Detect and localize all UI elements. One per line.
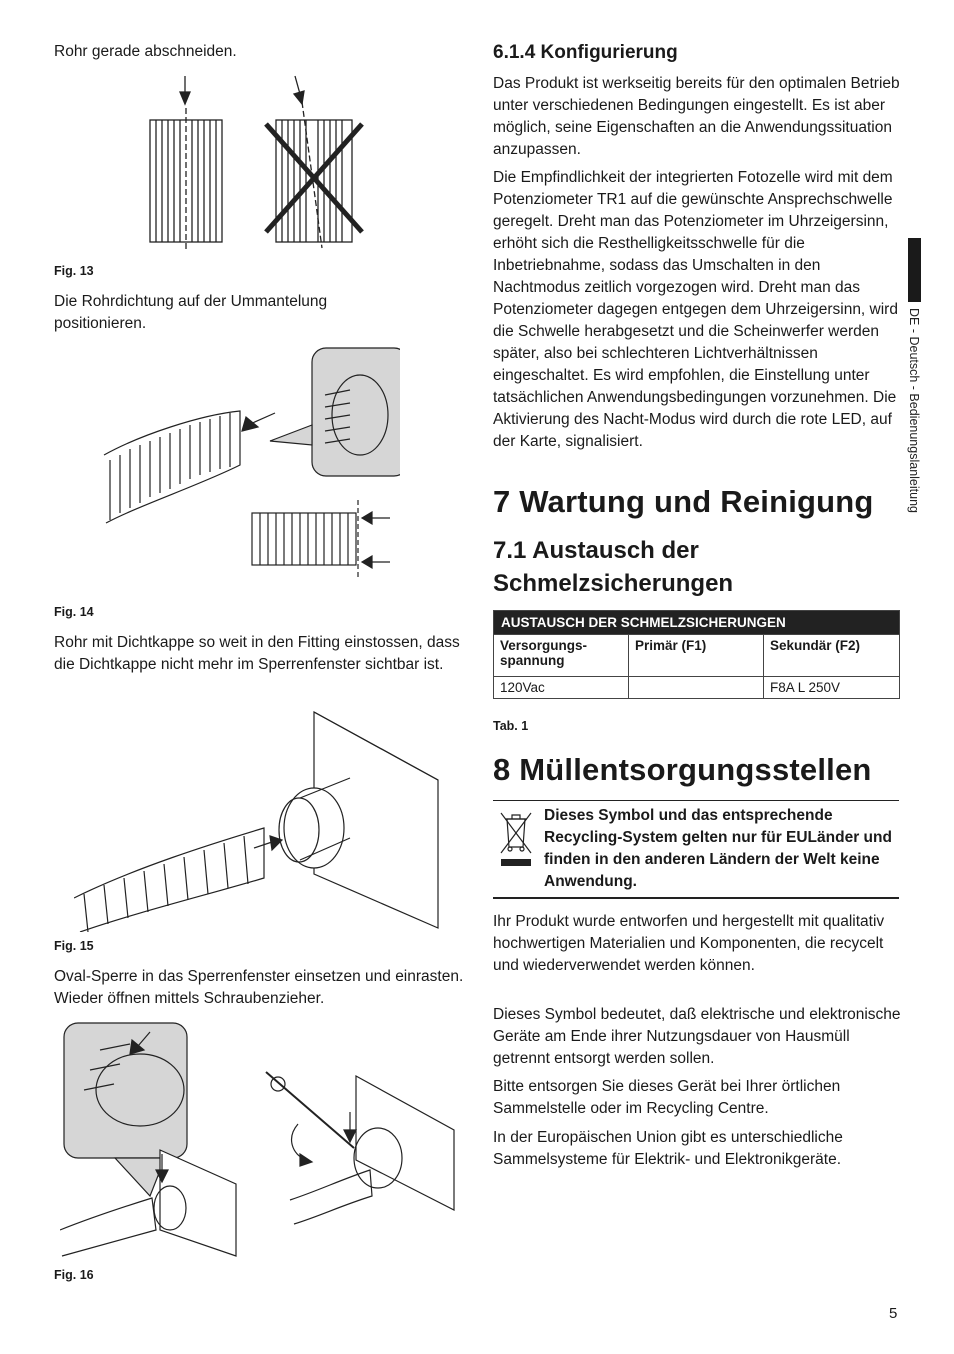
section-7-heading: 7 Wartung und Reinigung — [493, 484, 874, 519]
fig15-caption: Fig. 15 — [54, 939, 94, 953]
fuse-table-cell-voltage: 120Vac — [494, 677, 629, 699]
fig13-illustration — [140, 72, 380, 252]
section-7-1-heading: 7.1 Austausch der Schmelzsicherungen — [493, 537, 734, 597]
fuse-table-cell-secondary: F8A L 250V — [764, 677, 900, 699]
page-number: 5 — [889, 1305, 898, 1322]
instruction-cut: Rohr gerade abschneiden. — [54, 43, 237, 60]
weee-note — [493, 800, 899, 899]
paragraph-eu-collection: In der Europäischen Union gibt es unterschiedliche Sammelsysteme für Elektrik- und Elektronikgeräte. — [493, 1129, 843, 1168]
instruction-lock: Oval-Sperre in das Sperrenfenster einsetzen und einrasten. Wieder öffnen mittels Schraubenzieher. — [54, 968, 464, 1007]
fig14-illustration — [100, 345, 400, 593]
paragraph-config-intro: Das Produkt ist werkseitig bereits für den optimalen Betrieb unter verschiedenen Bedingungen eingestellt. Es ist aber möglich, seine Eigenschaften an die Anwendungssituation anzupassen. — [493, 75, 900, 158]
section-6-1-4-heading: 6.1.4 Konfigurierung — [493, 42, 678, 63]
fuse-table-header-voltage: Versorgungs-spannung — [494, 635, 629, 677]
fig14-caption: Fig. 14 — [54, 605, 94, 619]
instruction-seal: Die Rohrdichtung auf der Ummantelung positionieren. — [54, 293, 328, 332]
section-8-heading: 8 Müllentsorgungsstellen — [493, 752, 872, 787]
weee-bin-icon — [497, 809, 535, 867]
fuse-table-header-primary: Primär (F1) — [629, 635, 764, 677]
weee-note-text: Dieses Symbol und das entsprechende Recycling-System gelten nur für EULänder und finden in den anderen Ländern der Welt keine Anwendung. — [544, 807, 892, 890]
paragraph-photocell: Die Empfindlichkeit der integrierten Fotozelle wird mit dem Potenziometer TR1 auf die gewünschte Ansprechschwelle geregelt. Dreht man das Potenziometer im Uhrzeigersinn, erhöht sich die Resthelligkeitsschwelle für die Inbetriebnahme, sodass das Umschalten in den Nachtmodus zeitlich vorgezogen wird. Dreht man das Potenziometer dagegen entgegen dem Uhrzeigersinn, wird die Schwelle herabgesetzt und die Scheinwerfer werden später, also bei schlechteren Lichtverhältnissen eingeschaltet. Es wird empfohlen, die Einstellung unter tatsächlichen Anwendungsbedingungen vorzunehmen. Die Aktivierung des Nacht-Modus wird durch die rote LED, auf der Karte, signalisiert. — [493, 169, 898, 450]
paragraph-recyclable: Ihr Produkt wurde entworfen und hergestellt mit qualitativ hochwertigen Materialien und Komponenten, die recycelt und wiederverwendet werden können. — [493, 913, 885, 974]
fuse-table-title: AUSTAUSCH DER SCHMELZSICHERUNGEN — [494, 611, 900, 635]
fuse-table-header-secondary: Sekundär (F2) — [764, 635, 900, 677]
instruction-push: Rohr mit Dichtkappe so weit in den Fitting einstossen, dass die Dichtkappe nicht mehr im Sperrenfenster sichtbar ist. — [54, 634, 460, 673]
fig13-caption: Fig. 13 — [54, 264, 94, 278]
paragraph-dispose: Bitte entsorgen Sie dieses Gerät bei Ihrer örtlichen Sammelstelle oder im Recycling Centre. — [493, 1078, 841, 1117]
fuse-table-cell-primary — [629, 677, 764, 699]
side-language-label: DE - Deutsch - Bedienungslanleitung — [907, 308, 921, 513]
paragraph-symbol-meaning: Dieses Symbol bedeutet, daß elektrische und elektronische Geräte am Ende ihrer Nutzungsdauer von Hausmüll getrennt entsorgt werden sollen. — [493, 1006, 901, 1067]
fig16-illustration — [60, 1020, 460, 1260]
language-tab-marker — [908, 238, 921, 302]
tab1-caption: Tab. 1 — [493, 719, 529, 733]
fig16-caption: Fig. 16 — [54, 1268, 94, 1282]
fuse-table — [493, 610, 900, 699]
fig15-illustration — [74, 708, 444, 932]
